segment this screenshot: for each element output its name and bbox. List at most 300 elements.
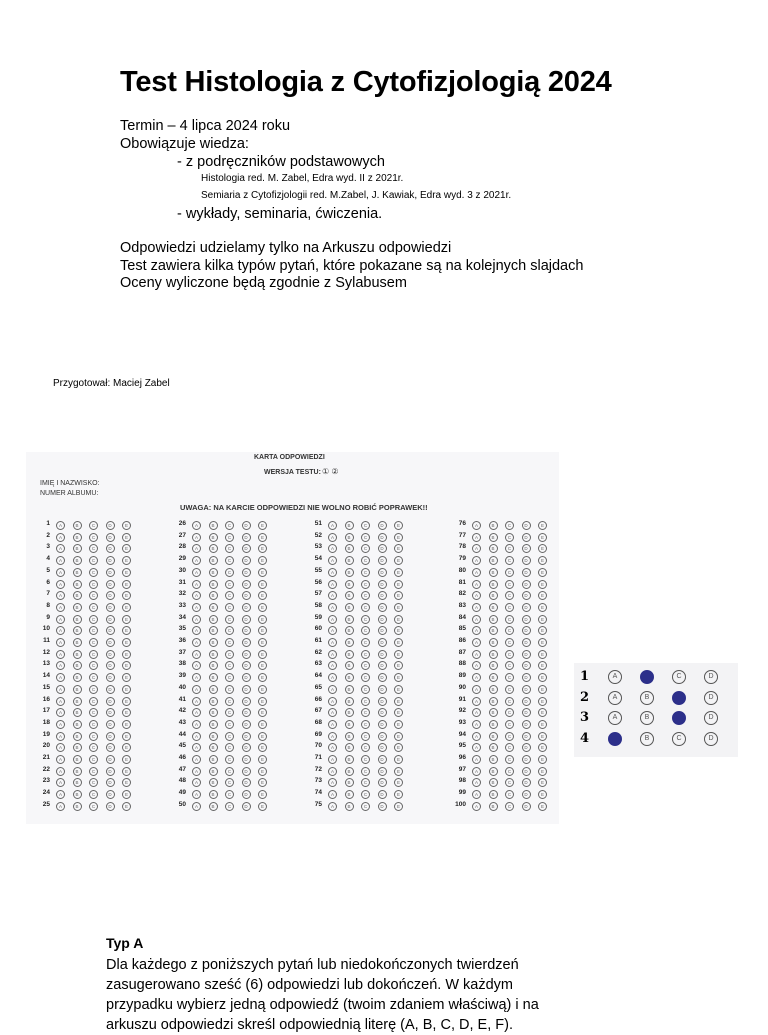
question-number: 12 [42,648,50,656]
answer-bubble: D [106,626,115,635]
answer-bubble: C [505,591,514,600]
answer-bubble: D [522,743,531,752]
answer-bubble: D [106,544,115,553]
answer-bubble: D [106,720,115,729]
question-number: 23 [42,777,50,785]
answer-bubble: C [225,673,234,682]
question-number: 22 [42,765,50,773]
answer-bubble: D [522,591,531,600]
answer-bubble: C [225,767,234,776]
answer-bubble: B [345,533,354,542]
empty-bubble: A [608,711,622,725]
answer-bubble: E [394,544,403,553]
answer-bubble: B [345,615,354,624]
answer-bubble: C [225,755,234,764]
answer-bubble: B [345,591,354,600]
answer-bubble: E [538,568,547,577]
question-number: 48 [178,777,186,785]
answer-bubble: D [242,568,251,577]
question-number: 18 [42,718,50,726]
answer-bubble: E [394,533,403,542]
answer-bubble: C [225,568,234,577]
answer-bubble: A [192,743,201,752]
answer-bubble: C [505,732,514,741]
answer-bubble: E [394,685,403,694]
answer-bubble: E [258,568,267,577]
question-number: 33 [178,601,186,609]
answer-bubble: C [505,638,514,647]
answer-bubble: E [122,767,131,776]
question-number: 72 [314,765,322,773]
question-number: 46 [178,754,186,761]
question-number: 56 [314,578,322,586]
answer-bubble: C [505,802,514,811]
answer-bubble: B [345,767,354,776]
answer-bubble: E [122,521,131,530]
answer-bubble: A [328,755,337,764]
answer-bubble: A [56,544,65,553]
answer-bubble: D [378,732,387,741]
answer-bubble: C [89,720,98,729]
example-question-number: 2 [580,689,590,705]
answer-bubble: E [538,790,547,799]
example-question-number: 1 [580,669,590,684]
answer-bubble: E [394,580,403,589]
question-number: 89 [458,672,466,680]
question-number: 39 [178,672,186,680]
question-number: 62 [314,648,322,656]
answer-bubble: E [122,778,131,787]
answer-bubble: A [192,626,201,635]
answer-bubble: B [209,778,218,787]
question-number: 7 [46,590,50,598]
answer-bubble: A [192,790,201,799]
sheet-warning: UWAGA: NA KARCIE ODPOWIEDZI NIE WOLNO ROBIĆ POPRAWEK!! [180,503,428,512]
answer-bubble: C [505,778,514,787]
answer-bubble: C [225,521,234,530]
question-number: 3 [46,543,50,551]
answer-bubble: C [89,697,98,706]
question-number: 26 [178,520,186,527]
answer-bubble: D [522,638,531,647]
question-number: 17 [42,707,50,715]
answer-bubble: A [328,790,337,799]
answer-bubble: C [225,661,234,670]
answer-bubble: C [505,544,514,553]
answer-bubble: C [361,568,370,577]
answer-bubble: A [192,568,201,577]
answer-bubble: B [73,720,82,729]
answer-bubble: B [489,743,498,752]
answer-bubble: C [505,790,514,799]
answer-bubble: B [209,743,218,752]
answer-bubble: D [106,591,115,600]
answer-bubble: C [225,544,234,553]
answer-bubble: D [242,580,251,589]
answer-bubble: D [378,802,387,811]
answer-bubble: A [328,767,337,776]
answer-bubble: B [73,697,82,706]
question-number: 93 [458,718,466,726]
answer-bubble: B [489,568,498,577]
answer-bubble: D [378,533,387,542]
answer-bubble: C [361,521,370,530]
answer-bubble: B [345,556,354,565]
question-number: 53 [314,543,322,551]
answer-bubble: D [522,615,531,624]
question-number: 24 [42,789,50,797]
answer-bubble: C [89,802,98,811]
answer-bubble: B [345,697,354,706]
question-number: 54 [314,555,322,563]
question-number: 65 [314,683,322,691]
question-number: 60 [314,625,322,633]
answer-bubble: E [258,661,267,670]
answer-bubble: E [394,591,403,600]
answer-bubble: E [258,626,267,635]
question-number: 78 [458,543,466,551]
answer-bubble: D [378,544,387,553]
question-number: 34 [178,613,186,621]
answer-bubble: A [472,533,481,542]
answer-bubble: C [505,767,514,776]
answer-bubble: B [73,661,82,670]
textbook-1: Histologia red. M. Zabel, Edra wyd. II z 2021r. [201,173,404,184]
answer-bubble: D [242,544,251,553]
answer-bubble: D [378,685,387,694]
answer-bubble: A [472,790,481,799]
question-number: 50 [178,800,186,808]
answer-bubble: D [242,533,251,542]
answer-bubble: C [361,650,370,659]
question-number: 40 [178,683,186,691]
answer-bubble: B [73,591,82,600]
answer-bubble: A [56,533,65,542]
answer-bubble: A [192,661,201,670]
answer-bubble: B [209,580,218,589]
answer-bubble: B [209,556,218,565]
answer-bubble: D [522,626,531,635]
answer-bubble: E [538,732,547,741]
version-options: ① ② [322,467,339,476]
answer-bubble: C [361,743,370,752]
answer-bubble: D [522,720,531,729]
answer-bubble: A [472,708,481,717]
answer-bubble: D [522,650,531,659]
empty-bubble: B [640,732,654,746]
answer-bubble: D [106,685,115,694]
answer-bubble: A [328,638,337,647]
type-a-line-1: Dla każdego z poniższych pytań lub niedokończonych twierdzeń [106,957,519,973]
answer-bubble: B [73,708,82,717]
question-number: 21 [42,754,50,761]
answer-bubble: D [242,802,251,811]
answer-bubble: A [192,732,201,741]
answer-bubble: D [522,755,531,764]
answer-bubble: B [209,790,218,799]
question-number: 67 [314,707,322,715]
answer-bubble: B [209,697,218,706]
answer-bubble: D [378,568,387,577]
answer-bubble: C [89,673,98,682]
question-number: 84 [458,613,466,621]
answer-bubble: C [89,521,98,530]
answer-bubble: E [258,685,267,694]
answer-bubble: D [522,661,531,670]
answer-bubble: D [242,790,251,799]
answer-bubble: C [361,755,370,764]
answer-bubble: D [522,556,531,565]
answer-bubble: E [258,767,267,776]
answer-bubble: C [225,533,234,542]
lectures-item: - wykłady, seminaria, ćwiczenia. [177,206,383,222]
answer-bubble: D [378,697,387,706]
question-number: 2 [46,531,50,539]
exam-date: Termin – 4 lipca 2024 roku [120,118,291,134]
answer-bubble: B [73,638,82,647]
answer-bubble: B [345,638,354,647]
answer-bubble: E [394,767,403,776]
answer-bubble: E [122,755,131,764]
answer-bubble: D [242,685,251,694]
answer-bubble: C [89,638,98,647]
answer-bubble: C [361,591,370,600]
answer-bubble: C [89,591,98,600]
answer-bubble: E [122,533,131,542]
question-number: 9 [46,613,50,621]
answer-bubble: E [258,673,267,682]
answer-bubble: B [489,603,498,612]
answer-bubble: A [472,720,481,729]
answer-bubble: E [538,638,547,647]
question-number: 45 [178,742,186,750]
answer-bubble: A [56,755,65,764]
question-number: 36 [178,637,186,644]
answer-bubble: D [242,708,251,717]
answer-bubble: A [56,521,65,530]
answer-bubble: C [361,708,370,717]
answer-bubble: E [394,568,403,577]
answer-bubble: A [472,556,481,565]
answer-bubble: D [378,767,387,776]
answer-bubble: A [192,615,201,624]
answer-bubble: C [225,615,234,624]
answer-bubble: C [89,568,98,577]
answer-bubble: C [361,638,370,647]
answer-bubble: C [505,568,514,577]
answer-bubble: C [89,544,98,553]
filled-bubble [672,711,686,725]
answer-bubble: C [505,650,514,659]
answer-bubble: B [345,732,354,741]
answer-bubble: A [472,580,481,589]
question-number: 20 [42,742,50,750]
page-title: Test Histologia z Cytofizjologią 2024 [120,66,612,98]
question-number: 8 [46,601,50,609]
answer-bubble: E [394,556,403,565]
question-number: 85 [458,625,466,633]
answer-bubble: C [89,603,98,612]
answer-bubble: A [328,603,337,612]
answer-bubble: C [505,603,514,612]
answer-bubble: C [505,556,514,565]
type-a-line-3: przypadku wybierz jedną odpowiedź (twoim zdaniem właściwą) i na [106,997,539,1013]
answer-bubble: D [106,732,115,741]
answer-bubble: B [209,708,218,717]
answer-bubble: E [258,720,267,729]
question-number: 19 [42,730,50,738]
answer-bubble: C [361,685,370,694]
answer-bubble: E [538,626,547,635]
answer-bubble: B [489,720,498,729]
question-number: 15 [42,683,50,691]
answer-bubble: C [225,591,234,600]
answer-bubble: B [209,568,218,577]
answer-bubble: B [73,732,82,741]
answer-bubble: E [394,755,403,764]
answer-bubble: C [225,638,234,647]
answer-bubble: A [472,521,481,530]
question-number: 80 [458,566,466,574]
answer-bubble: C [505,615,514,624]
answer-bubble: C [89,626,98,635]
answer-bubble: B [209,661,218,670]
answer-bubble: B [73,778,82,787]
answer-bubble: A [472,615,481,624]
author: Przygotował: Maciej Zabel [53,378,170,389]
answer-bubble: D [106,790,115,799]
question-number: 37 [178,648,186,656]
answer-bubble: E [258,544,267,553]
answer-bubble: A [472,673,481,682]
answer-bubble: B [73,802,82,811]
answer-bubble: E [258,790,267,799]
answer-bubble: A [192,556,201,565]
answer-bubble: A [472,743,481,752]
answer-bubble: B [73,544,82,553]
answer-bubble: A [56,790,65,799]
question-number: 92 [458,707,466,715]
answer-bubble: A [56,697,65,706]
answer-bubble: E [538,685,547,694]
answer-bubble: E [538,591,547,600]
rule-2: Test zawiera kilka typów pytań, które pokazane są na kolejnych slajdach [120,258,584,274]
sheet-heading: KARTA ODPOWIEDZI [254,454,325,461]
answer-bubble: A [56,638,65,647]
answer-bubble: B [489,615,498,624]
example-row [574,690,738,710]
answer-bubble: D [242,626,251,635]
answer-bubble: A [328,708,337,717]
answer-bubble: E [538,720,547,729]
answer-bubble: B [489,521,498,530]
question-number: 61 [314,637,322,644]
answer-bubble: C [225,732,234,741]
answer-bubble: D [522,544,531,553]
answer-bubble: A [192,673,201,682]
answer-bubble: C [361,533,370,542]
answer-bubble: D [106,697,115,706]
answer-bubble: B [489,755,498,764]
question-number: 11 [43,637,50,644]
answer-sheet-image [26,452,559,824]
answer-bubble: B [345,580,354,589]
answer-bubble: D [522,603,531,612]
rule-3: Oceny wyliczone będą zgodnie z Sylabusem [120,275,407,291]
answer-bubble: D [378,521,387,530]
question-number: 66 [314,695,322,703]
answer-bubble: C [505,521,514,530]
answer-bubble: A [56,685,65,694]
question-number: 47 [178,765,186,773]
question-number: 31 [178,578,186,586]
answer-bubble: A [328,580,337,589]
question-number: 16 [42,695,50,703]
answer-bubble: A [56,615,65,624]
answer-bubble: E [538,778,547,787]
answer-bubble: B [209,603,218,612]
question-number: 55 [314,566,322,574]
answer-bubble: E [258,591,267,600]
answer-bubble: A [328,533,337,542]
type-a-line-4: arkuszu odpowiedzi skreśl odpowiednią literę (A, B, C, D, E, F). [106,1017,513,1033]
question-number: 94 [458,730,466,738]
answer-bubble: E [538,521,547,530]
answer-bubble: D [522,697,531,706]
answer-bubble: E [538,697,547,706]
answer-bubble: C [505,661,514,670]
question-number: 28 [178,543,186,551]
example-question-number: 4 [580,730,590,746]
answer-bubble: C [225,720,234,729]
answer-bubble: E [122,626,131,635]
answer-bubble: E [122,615,131,624]
answer-bubble: B [489,544,498,553]
question-number: 91 [458,695,466,703]
answer-bubble: C [89,533,98,542]
answer-bubble: D [378,790,387,799]
answer-bubble: C [361,580,370,589]
answer-bubble: A [192,755,201,764]
answer-bubble: A [56,673,65,682]
answer-bubble: C [361,790,370,799]
answer-bubble: C [505,755,514,764]
answer-bubble: D [522,790,531,799]
question-number: 30 [178,566,186,574]
answer-bubble: C [361,767,370,776]
answer-bubble: D [106,778,115,787]
answer-bubble: A [192,603,201,612]
answer-bubble: D [242,673,251,682]
answer-bubble: B [209,685,218,694]
answer-bubble: A [328,743,337,752]
answer-bubble: E [394,697,403,706]
answer-bubble: B [73,650,82,659]
answer-bubble: E [122,673,131,682]
answer-bubble: E [122,708,131,717]
answer-bubble: E [394,615,403,624]
answer-bubble: B [489,650,498,659]
answer-bubble: D [242,615,251,624]
answer-bubble: E [258,732,267,741]
question-number: 35 [178,625,186,633]
answer-bubble: B [489,708,498,717]
question-number: 63 [314,660,322,668]
answer-bubble: E [538,615,547,624]
answer-bubble: B [73,626,82,635]
filled-bubble [672,691,686,705]
answer-bubble: B [489,697,498,706]
